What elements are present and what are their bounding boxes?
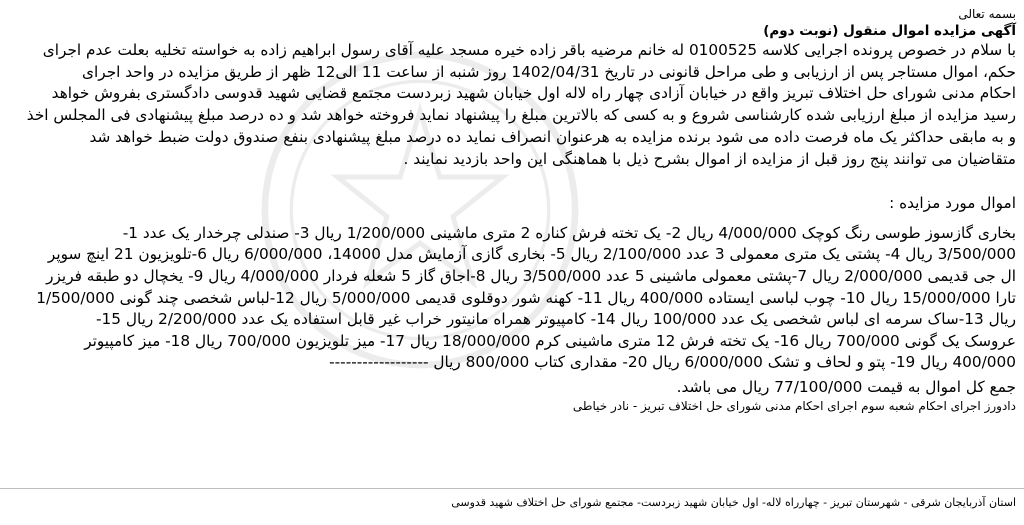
item-line: عروسک یک گونی 700/000 ریال 16- یک تخته فرش 12 متری ماشینی کرم 18/000/000 ریال 17- میز تلویزیون 700/000 ریال 18- میز کامپیوتر [84, 331, 1016, 350]
item-line: 3/500/000 ریال 4- پشتی یک متری معمولی 3 عدد 2/100/000 ریال 5- بخاری گازی آزمایش مدل 14000، 6/000/000 ریال 6-تلویزیون 21 اینچ سوپر [47, 245, 1016, 264]
item-line: ال جی قدیمی 2/000/000 ریال 7-پشتی معمولی ماشینی 5 عدد 3/500/000 ریال 8-اجاق گاز 5 شعله فردار 4/000/000 ریال 9- یخچال دو طبقه فریزر [46, 267, 1016, 285]
item-line: تارا 15/000/000 ریال 10- چوب لباسی ایستاده 400/000 ریال 11- کهنه شور دوقلوی قدیمی 5/000/000 ریال 12-لباس شخصی چند گونی 1/500/000 [36, 288, 1016, 307]
document-page [8, 6, 1016, 415]
item-line: بخاری گازسوز طوسی رنگ کوچک 4/000/000 ریال 2- یک تخته فرش کناره 2 متری ماشینی 1/200/000 ریال 3- صندلی چرخدار یک عدد 1- [122, 223, 1016, 242]
footer-address: استان آذربایجان شرقی - شهرستان تبریز - چهارراه لاله- اول خیابان شهید زبردست- مجتمع شورای حل اختلاف شهید قدوسی [451, 496, 1016, 509]
body-line: رسید مزایده از مبلغ ارزیابی شده کارشناسی شروع و به کسی که بالاترین مبلغ را پیشنهاد نماید فروخته خواهد شد و ده درصد مبلغ پیشنهادی فی المجلس اخذ [26, 106, 1016, 125]
total-value-line: جمع کل اموال به قیمت 77/100/000 ریال می باشد. [676, 377, 1016, 396]
body-line: متقاضیان می توانند پنج روز قبل از مزایده از اموال بشرح ذیل با هماهنگی این واحد بازدید نمایند . [403, 149, 1016, 168]
bismillah-heading: بسمه تعالی [958, 7, 1016, 21]
notice-body [8, 40, 1016, 170]
body-line: و به مابقی حداکثر یک ماه فرصت داده می شود برنده مزایده به هرعنوان انصراف نماید ده درصد مبلغ پیشنهادی بنفع صندوق دولت ضبط خواهد شد [89, 127, 1016, 146]
item-line: 400/000 ریال 19- پتو و لحاف و تشک 6/000/000 ریال 20- مقداری کتاب 800/000 ریال ------------------ [329, 353, 1016, 372]
body-line: احکام مدنی شورای حل اختلاف تبریز واقع در خیابان آزادی چهار راه لاله اول خیابان شهید زبردست مجتمع قضایی شهید قدوسی دادگستری بفروش خواهد [51, 84, 1016, 103]
notice-title: آگهی مزایده اموال منقول (نوبت دوم) [763, 23, 1016, 39]
signature-line: دادورز اجرای احکام شعبه سوم اجرای احکام مدنی شورای حل اختلاف تبریز - نادر خیاطی [572, 398, 1016, 413]
items-section-label: اموال مورد مزایده : [889, 194, 1016, 213]
body-line: با سلام در خصوص پرونده اجرایی کلاسه 0100525 له خانم مرضیه باقر زاده خیره مسجد علیه آقای رسول ابراهیم زاده به خواسته تخلیه بعلت عدم اجرای [42, 41, 1016, 59]
footer-divider [0, 488, 1024, 489]
items-list [8, 223, 1016, 374]
body-line: حکم، اموال مستاجر پس از ارزیابی و طی مراحل قانونی در تاریخ 1402/04/31 روز شنبه از ساعت 11 الی12 ظهر از طریق مزایده در واحد اجرای [82, 62, 1016, 81]
item-line: ریال 13-ساک سرمه ای لباس شخصی یک عدد 100/000 ریال 14- کامپیوتر همراه مانیتور خراب غیر قابل استفاده یک عدد 2/200/000 ریال 15- [96, 310, 1016, 329]
